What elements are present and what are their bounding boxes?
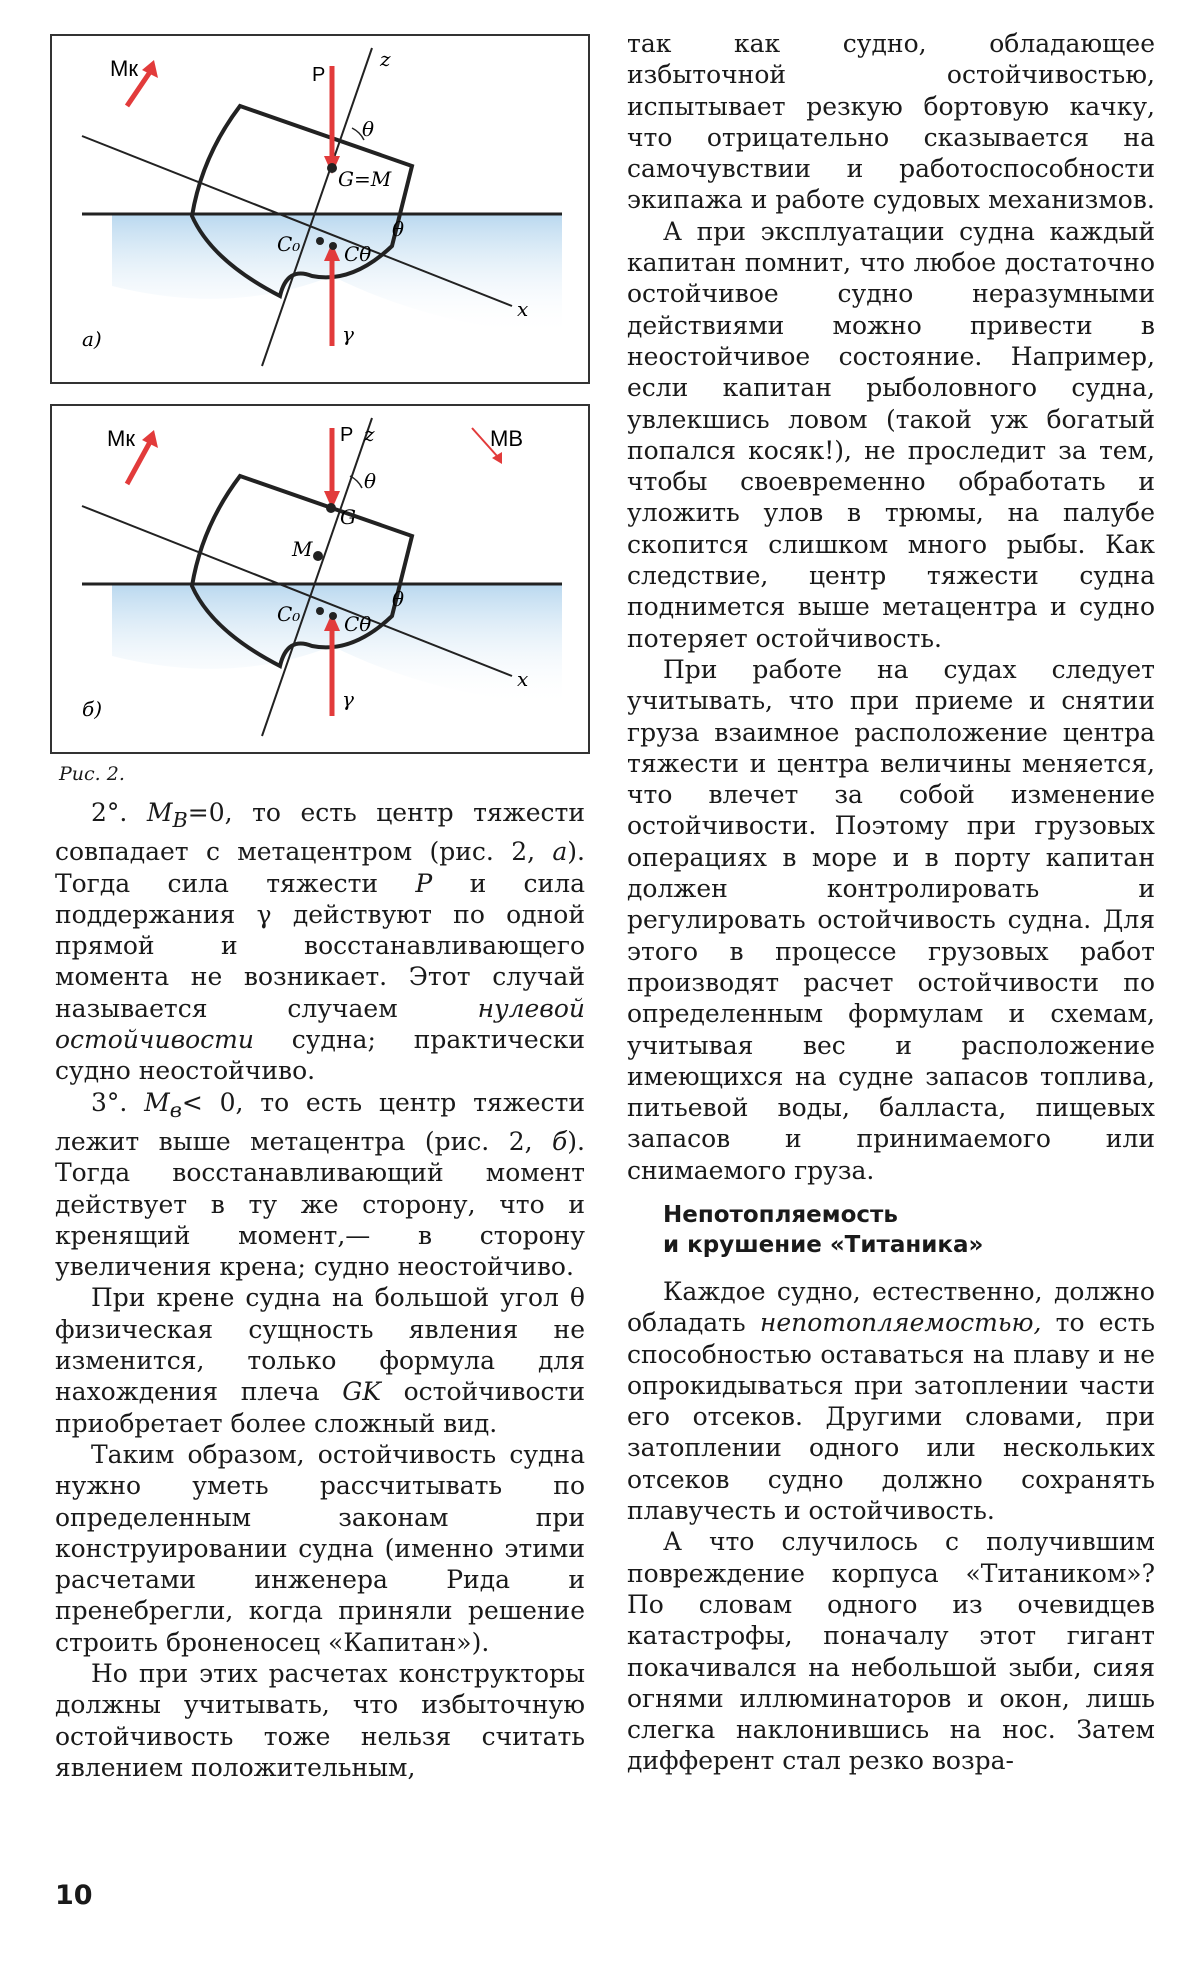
g-label: G <box>340 505 356 529</box>
paragraph-titanic: А что случилось с получившим повреждение корпуса «Титаником»? По словам одного из очевидцев катастрофы, поначалу этот гигант покачивался на небольшой зыби, сияя огнями иллюминаторов и окон, лишь слегка наклонившись на нос. Затем дифферент стал резко возра- <box>627 1527 1155 1776</box>
theta-arc <box>350 476 362 488</box>
z-label: z <box>364 422 375 446</box>
paragraph-continuation: так как судно, обладающее избыточной остойчивостью, испытывает резкую бортовую качку, что отрицательно сказывается на самочувствии и работоспособности экипажа и работе судовых механизмов. <box>627 29 1155 215</box>
restoring-moment-arrowhead <box>492 452 502 464</box>
heading-line-2: и крушение «Титаника» <box>663 1231 984 1258</box>
ctheta-label: Cθ <box>344 612 372 636</box>
theta-label: θ <box>362 117 375 141</box>
z-label: z <box>380 47 391 71</box>
figure-a <box>50 34 590 384</box>
right-column <box>627 28 1155 1777</box>
x-label: x <box>517 297 529 321</box>
point-ctheta <box>329 242 337 250</box>
figure-a-label: a) <box>82 327 102 351</box>
page-number: 10 <box>55 1880 93 1911</box>
left-column <box>55 797 585 1783</box>
heading-line-1: Непотопляемость <box>663 1201 898 1228</box>
x-label: x <box>517 667 529 691</box>
gamma-label: γ <box>342 687 354 711</box>
paragraph-3-degree: 3°. $M_в< 0$, то есть центр тяжести лежит выше метацентра (рис. 2, б). Тогда восстанавливающий момент действует в ту же сторону, что и кренящий момент,— в сторону увеличения крена; судно неостойчиво. <box>55 1087 585 1282</box>
figure-b <box>50 404 590 754</box>
paragraph-2-degree: 2°. $M_B=0$, то есть центр тяжести совпадает с метацентром (рис. 2, a). Тогда сила тяжести P и сила поддержания γ действуют по одной прямой и восстанавливающего момента не возникает. Этот случай называется случаем нулевой остойчивости судна; практически судно неостойчиво. <box>55 798 586 1086</box>
gm-label: G=M <box>338 167 392 191</box>
z-axis <box>262 418 372 736</box>
figure-b-diagram <box>52 406 588 752</box>
point-g-m <box>327 163 337 173</box>
point-m <box>313 551 323 561</box>
figure-a-diagram <box>52 36 588 382</box>
point-c0 <box>316 237 324 245</box>
ctheta-label: Cθ <box>344 242 372 266</box>
paragraph-cargo: При работе на судах следует учитывать, что при приеме и снятии груза взаимное расположение центра тяжести и центра величины меняется, что влечет за собой изменение остойчивости. Поэтому при грузовых операциях в море и в порту капитан должен контролировать и регулировать остойчивость судна. Для этого в процессе грузовых работ производят расчет остойчивости по определенным формулам и схемам, учитывая вес и расположение имеющихся на судне запасов топлива, питьевой воды, балласта, пищевых запасов и принимаемого или снимаемого груза. <box>627 654 1155 1185</box>
paragraph-unsinkability: Каждое судно, естественно, должно обладать непотопляемостью, то есть способностью оставаться на плаву и не опрокидываться при затоплении части его отсеков. Другими словами, при затоплении одного или нескольких отсеков судно должно сохранять плавучесть и остойчивость. <box>627 1276 1156 1526</box>
paragraph-stability-calc: Таким образом, остойчивость судна нужно уметь рассчитывать по определенным законам при конструировании судна (именно этими расчетами инженера Рида и пренебрегли, когда приняли решение строить броненосец «Капитан»). <box>55 1439 585 1657</box>
theta-waterline-label: θ <box>392 587 405 611</box>
mb-label: MB <box>490 426 523 451</box>
c0-label: C₀ <box>277 602 301 626</box>
paragraph-large-heel: При крене судна на большой угол θ физическая сущность явления не изменится, только формула для нахождения плеча GK остойчивости приобретает более сложный вид. <box>55 1283 586 1438</box>
z-axis <box>262 48 375 366</box>
point-ctheta <box>329 612 337 620</box>
m-label: M <box>292 537 313 561</box>
mk-label: Mк <box>107 426 135 451</box>
figure-b-label: б) <box>82 697 103 721</box>
point-g <box>326 503 336 513</box>
paragraph-captain: А при эксплуатации судна каждый капитан помнит, что любое достаточно остойчивое судно неразумными действиями можно привести в неостойчивое состояние. Например, если капитан рыболовного судна, увлекшись ловом (такой уж богатый попался косяк!), не проследит за тем, чтобы своевременно обработать и уложить улов в трюмы, на палубе скопится слишком много рыбы. Как следствие, центр тяжести судна поднимется выше метацентра и судно потеряет остойчивость. <box>627 216 1155 653</box>
p-label: P <box>340 424 354 446</box>
paragraph-excess-stability: Но при этих расчетах конструкторы должны учитывать, что избыточную остойчивость тоже нельзя считать явлением положительным, <box>55 1659 585 1782</box>
p-label: P <box>312 64 326 86</box>
gamma-label: γ <box>342 322 354 346</box>
section-heading <box>663 1200 1155 1260</box>
theta-waterline-label: θ <box>392 217 405 241</box>
c0-label: C₀ <box>277 232 301 256</box>
mk-label: Mк <box>110 56 138 81</box>
point-c0 <box>316 607 324 615</box>
theta-label: θ <box>364 469 377 493</box>
figure-caption: Рис. 2. <box>59 763 125 785</box>
